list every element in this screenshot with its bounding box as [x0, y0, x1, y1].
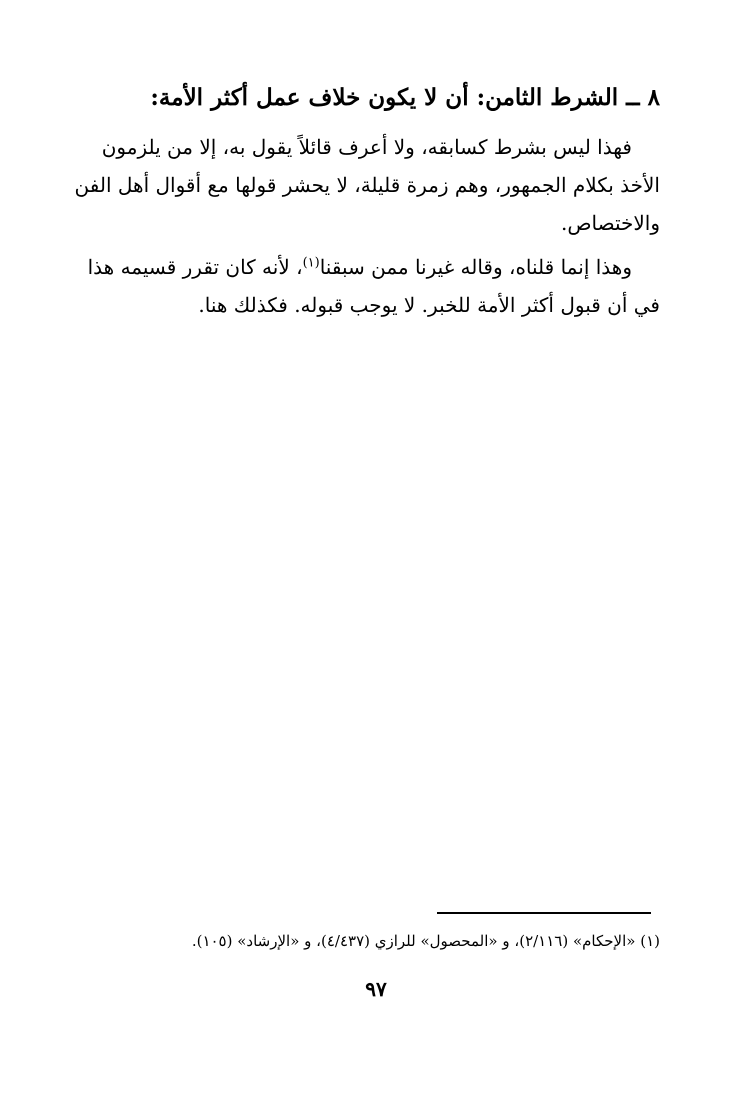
paragraph-1-line-3: والاختصاص.	[561, 211, 660, 235]
footnote-text: (١) «الإحكام» (٢/١١٦)، و «المحصول» للرازي (٤/٤٣٧)، و «الإرشاد» (١٠٥).	[191, 932, 660, 950]
paragraph-2-line-2: في أن قبول أكثر الأمة للخبر. لا يوجب قبوله. فكذلك هنا.	[198, 293, 660, 317]
paragraph-1-line-2: الأخذ بكلام الجمهور، وهم زمرة قليلة، لا يحشر قولها مع أقوال أهل الفن	[74, 173, 660, 197]
paragraph-2-line-1-start: وهذا إنما قلناه، وقاله غيرنا ممن سبقنا	[319, 255, 632, 279]
section-heading	[96, 78, 660, 118]
heading-text: ٨ ــ الشرط الثامن: أن لا يكون خلاف عمل أكثر الأمة:	[150, 84, 660, 111]
paragraph-2	[87, 248, 660, 324]
footnote-reference: (١)	[302, 255, 320, 271]
paragraph-1-line-1: فهذا ليس بشرط كسابقه، ولا أعرف قائلاً يقول به، إلا من يلزمون	[101, 135, 632, 159]
footnote-divider	[437, 912, 651, 914]
paragraph-2-line-1-end: ، لأنه كان تقرر قسيمه هذا	[87, 255, 303, 279]
paragraph-2-line-1	[87, 248, 660, 286]
footnote	[96, 926, 660, 956]
page-number: ٩٧	[365, 977, 387, 1001]
paragraph-1	[74, 128, 660, 242]
